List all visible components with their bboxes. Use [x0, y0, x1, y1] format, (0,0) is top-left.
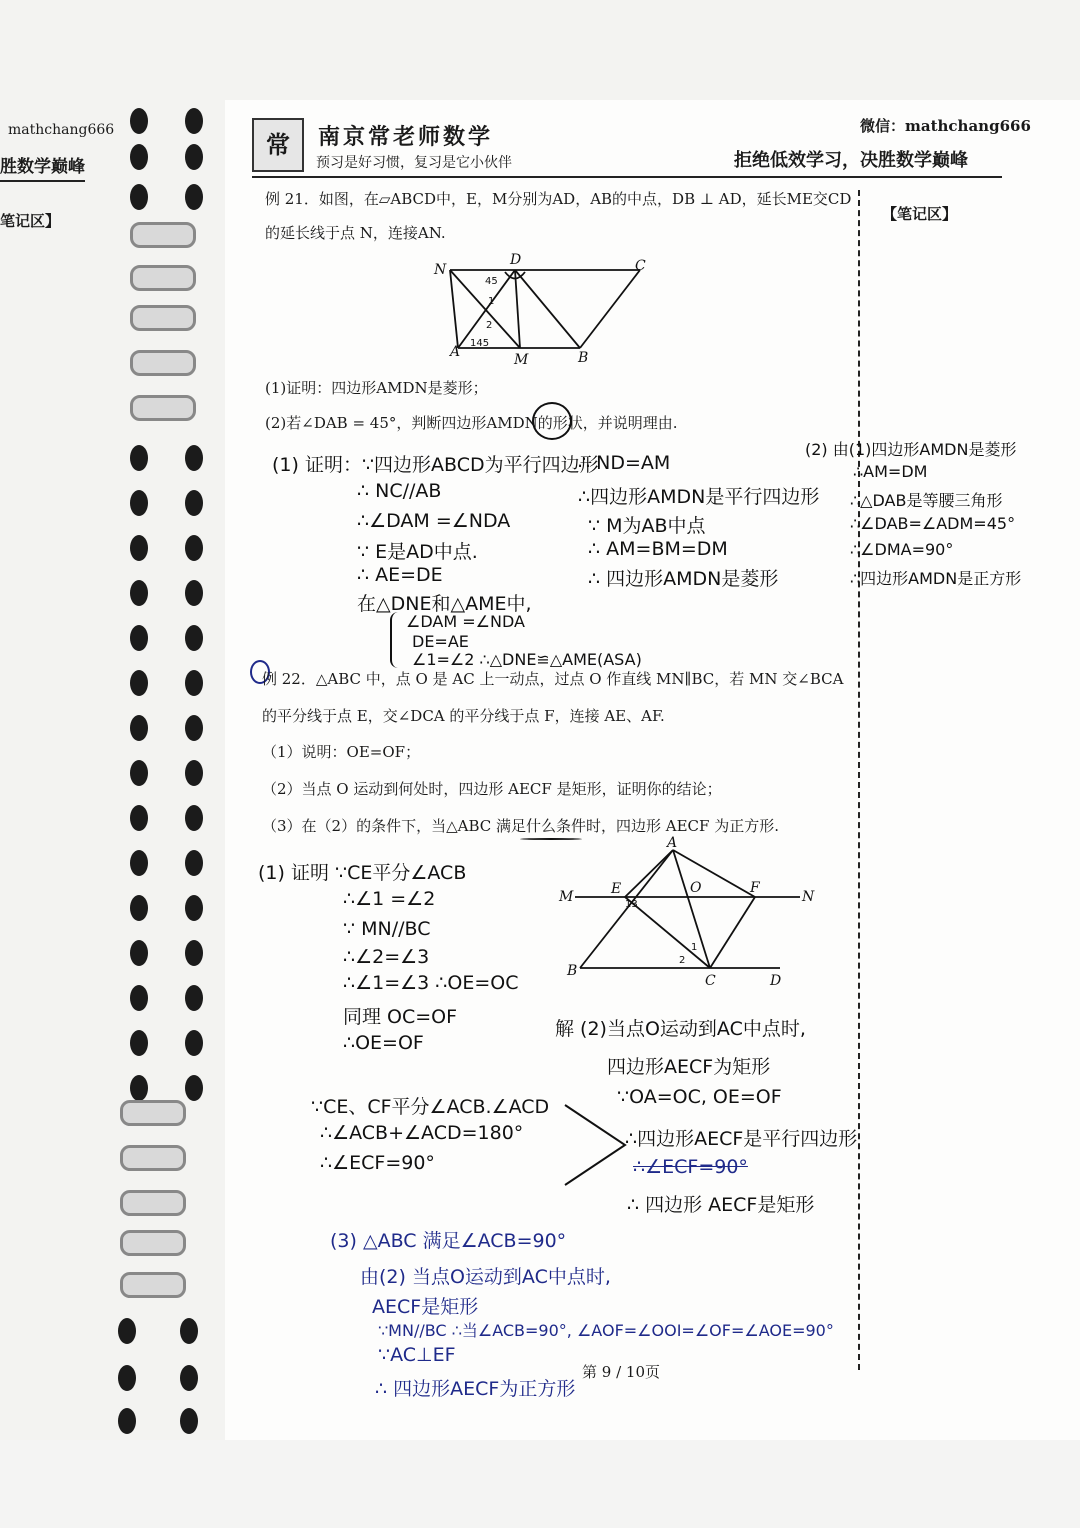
binding-hole: [130, 850, 148, 876]
wechat-id: 微信：mathchang666: [860, 117, 1031, 135]
solution-line: ∴∠1=∠3 ∴OE=OC: [343, 972, 519, 994]
binding-hole: [185, 985, 203, 1011]
ex22-figure: [555, 835, 820, 995]
angle-13-label: 13: [625, 899, 638, 910]
binding-hole: [185, 760, 203, 786]
solution-line-struck: ∴∠ECF=90°: [633, 1156, 748, 1178]
binding-ring: [130, 350, 196, 376]
ex22-question-1: （1）说明：OE=OF；: [262, 743, 421, 761]
binding-hole: [130, 1030, 148, 1056]
brace: [390, 612, 402, 668]
solution-line: ∵ MN//BC: [343, 918, 431, 940]
binding-ring: [120, 1230, 186, 1256]
binding-hole: [180, 1408, 198, 1434]
binding-hole: [130, 985, 148, 1011]
binding-hole: [185, 895, 203, 921]
binding-ring: [120, 1100, 186, 1126]
binding-hole: [130, 144, 148, 170]
label-A: A: [450, 344, 461, 360]
solution-line: 由(2) 当点O运动到AC中点时,: [360, 1266, 611, 1288]
binding-hole: [130, 895, 148, 921]
binding-hole: [130, 625, 148, 651]
solution-line: ∴四边形AECF是平行四边形: [625, 1128, 858, 1150]
label-C: C: [635, 258, 646, 274]
solution-line: 在△DNE和△AME中,: [357, 593, 532, 615]
solution-line: ∴∠2=∠3: [343, 946, 430, 968]
segment-BC: [580, 270, 640, 348]
solution-line: AECF是矩形: [372, 1296, 479, 1318]
segment-AE: [625, 850, 673, 897]
binding-ring: [120, 1145, 186, 1171]
label-D: D: [770, 973, 782, 989]
solution-line: ∴∠ECF=90°: [320, 1152, 435, 1174]
header-rule: [252, 176, 1002, 178]
angle-1-label: 1: [691, 942, 698, 953]
angle-2-label: 2: [679, 955, 686, 966]
label-F: F: [750, 880, 760, 896]
binding-hole: [185, 108, 203, 134]
binding-hole: [185, 850, 203, 876]
label-M: M: [514, 352, 529, 368]
binding-hole: [185, 1075, 203, 1101]
binding-hole: [130, 715, 148, 741]
binding-hole: [130, 940, 148, 966]
binding-hole: [185, 490, 203, 516]
binding-hole: [180, 1318, 198, 1344]
notes-divider: [858, 190, 860, 1370]
arrow-bracket: [560, 1100, 630, 1190]
solution-line: ∵OA=OC, OE=OF: [617, 1086, 782, 1108]
label-B: B: [578, 350, 589, 366]
solution-line: ∴ 四边形AMDN是菱形: [588, 568, 779, 590]
binding-hole: [185, 1030, 203, 1056]
solution-line: ∴∠ACB+∠ACD=180°: [320, 1122, 524, 1144]
label-M: M: [559, 889, 574, 905]
ex22-question-3: （3）在（2）的条件下，当△ABC 满足什么条件时，四边形 AECF 为正方形.: [262, 817, 779, 835]
angle-1-label: 1: [488, 296, 495, 307]
binding-hole: [130, 108, 148, 134]
previous-notes-label: 笔记区】: [0, 212, 61, 230]
binding-hole: [130, 184, 148, 210]
binding-ring: [130, 395, 196, 421]
binding-hole: [118, 1365, 136, 1391]
solution-line: ∴∠DAM =∠NDA: [357, 510, 511, 532]
solution-line: (2) 由(1)四边形AMDN是菱形: [805, 440, 1017, 459]
solution-line: ∴四边形AMDN是平行四边形: [578, 486, 820, 508]
solution-line: (3) △ABC 满足∠ACB=90°: [330, 1230, 567, 1252]
solution-line: ∠DAM =∠NDA: [406, 612, 525, 631]
binding-hole: [130, 445, 148, 471]
segment-CF: [710, 897, 755, 968]
slogan-left: 预习是好习惯，复习是它小伙伴: [316, 155, 512, 171]
binding-hole: [130, 490, 148, 516]
ex21-figure: [430, 250, 660, 370]
shape-circle-annotation: [532, 402, 572, 440]
label-N: N: [802, 889, 815, 905]
slogan-right: 拒绝低效学习，决胜数学巅峰: [734, 150, 968, 171]
solution-line: 同理 OC=OF: [343, 1006, 458, 1028]
binding-hole: [185, 535, 203, 561]
solution-line: ∴ 四边形 AECF是矩形: [627, 1194, 815, 1216]
angle-2-label: 2: [486, 320, 493, 331]
scan-margin: [0, 1440, 1080, 1528]
previous-underline: [0, 180, 85, 182]
page-number: 第 9 / 10页: [582, 1363, 660, 1381]
solution-line: ∴ AM=BM=DM: [588, 538, 728, 560]
school-name: 南京常老师数学: [318, 124, 494, 150]
previous-slogan: 胜数学巅峰: [0, 157, 85, 177]
binding-ring: [120, 1272, 186, 1298]
label-C: C: [705, 973, 716, 989]
binding-hole: [130, 1075, 148, 1101]
ex22-question-2: （2）当点 O 运动到何处时，四边形 AECF 是矩形，证明你的结论；: [262, 780, 722, 798]
solution-line: ∴∠DMA=90°: [850, 540, 954, 559]
binding-hole: [130, 760, 148, 786]
solution-line: ∵MN//BC ∴当∠ACB=90°, ∠AOF=∠OOI=∠OF=∠AOE=90°: [378, 1321, 834, 1340]
solution-line: ∵ E是AD中点.: [357, 541, 478, 563]
ex21-line2: 的延长线于点 N，连接AN.: [265, 224, 446, 242]
binding-hole: [185, 625, 203, 651]
binding-hole: [180, 1365, 198, 1391]
angle-45-label: 45: [485, 276, 498, 287]
binding-hole: [185, 805, 203, 831]
solution-line: ∠1=∠2 ∴△DNE≌△AME(ASA): [412, 650, 642, 669]
solution-line: ∴∠1 =∠2: [343, 888, 436, 910]
solution-line: 四边形AECF为矩形: [607, 1056, 771, 1078]
segment-EC: [625, 897, 710, 968]
solution-line: (1) 证明：∵四边形ABCD为平行四边形: [272, 454, 599, 476]
binding-hole: [130, 805, 148, 831]
segment-DB: [515, 270, 580, 348]
binding-hole: [185, 184, 203, 210]
previous-wechat: mathchang666: [8, 122, 115, 138]
spiral-binding: [100, 100, 225, 1445]
binding-ring: [130, 265, 196, 291]
solution-line: ∴ AE=DE: [357, 564, 443, 586]
solution-line: ∴ 四边形AECF为正方形: [375, 1378, 576, 1400]
solution-line: DE=AE: [412, 632, 469, 651]
school-logo: [252, 118, 304, 172]
binding-hole: [185, 940, 203, 966]
label-E: E: [611, 881, 622, 897]
previous-page-strip: [0, 100, 115, 260]
binding-hole: [185, 715, 203, 741]
binding-ring: [130, 305, 196, 331]
solution-line: (1) 证明 ∵CE平分∠ACB: [258, 862, 467, 884]
ex22-line1: 例 22．△ABC 中，点 O 是 AC 上一动点，过点 O 作直线 MN∥BC，若 MN 交∠BCA: [262, 670, 844, 688]
solution-line: ∴ NC//AB: [357, 480, 442, 502]
solution-line: ∴ ND=AM: [578, 452, 671, 474]
solution-line: ∵AC⊥EF: [378, 1344, 456, 1366]
ex22-line2: 的平分线于点 E，交∠DCA 的平分线于点 F，连接 AE、AF.: [262, 707, 665, 725]
label-D: D: [510, 252, 522, 268]
ex21-question-1: (1)证明：四边形AMDN是菱形；: [265, 379, 488, 397]
solution-line: ∵ M为AB中点: [588, 515, 706, 537]
segment-NA: [450, 270, 458, 348]
solution-line: ∴△DAB是等腰三角形: [850, 491, 1003, 510]
binding-hole: [130, 535, 148, 561]
ex21-line1: 例 21．如图，在▱ABCD中，E，M分别为AD，AB的中点，DB ⊥ AD，延长ME交CD: [265, 190, 852, 208]
solution-line: ∴∠DAB=∠ADM=45°: [850, 514, 1016, 533]
binding-hole: [118, 1408, 136, 1434]
solution-line: ∵CE、CF平分∠ACB.∠ACD: [311, 1096, 550, 1118]
binding-hole: [185, 670, 203, 696]
binding-ring: [130, 222, 196, 248]
ex21-question-2: (2)若∠DAB = 45°，判断四边形AMDN的形状，并说明理由.: [265, 414, 678, 432]
binding-hole: [185, 144, 203, 170]
binding-hole: [130, 580, 148, 606]
label-A: A: [667, 835, 678, 851]
binding-hole: [185, 445, 203, 471]
binding-hole: [130, 670, 148, 696]
solution-line: ∴AM=DM: [853, 462, 928, 481]
label-O: O: [690, 880, 702, 896]
angle-145-label: 145: [470, 338, 490, 349]
binding-hole: [118, 1318, 136, 1344]
notes-label: 【笔记区】: [882, 205, 958, 223]
binding-ring: [120, 1190, 186, 1216]
logo-character: 常: [266, 130, 290, 159]
header: [248, 112, 1031, 174]
binding-hole: [185, 580, 203, 606]
label-B: B: [567, 963, 578, 979]
label-N: N: [434, 262, 447, 278]
segment-DM: [515, 270, 520, 348]
solution-line: 解 (2)当点O运动到AC中点时,: [555, 1018, 806, 1040]
solution-line: ∴OE=OF: [343, 1032, 424, 1054]
solution-line: ∴四边形AMDN是正方形: [850, 569, 1022, 588]
